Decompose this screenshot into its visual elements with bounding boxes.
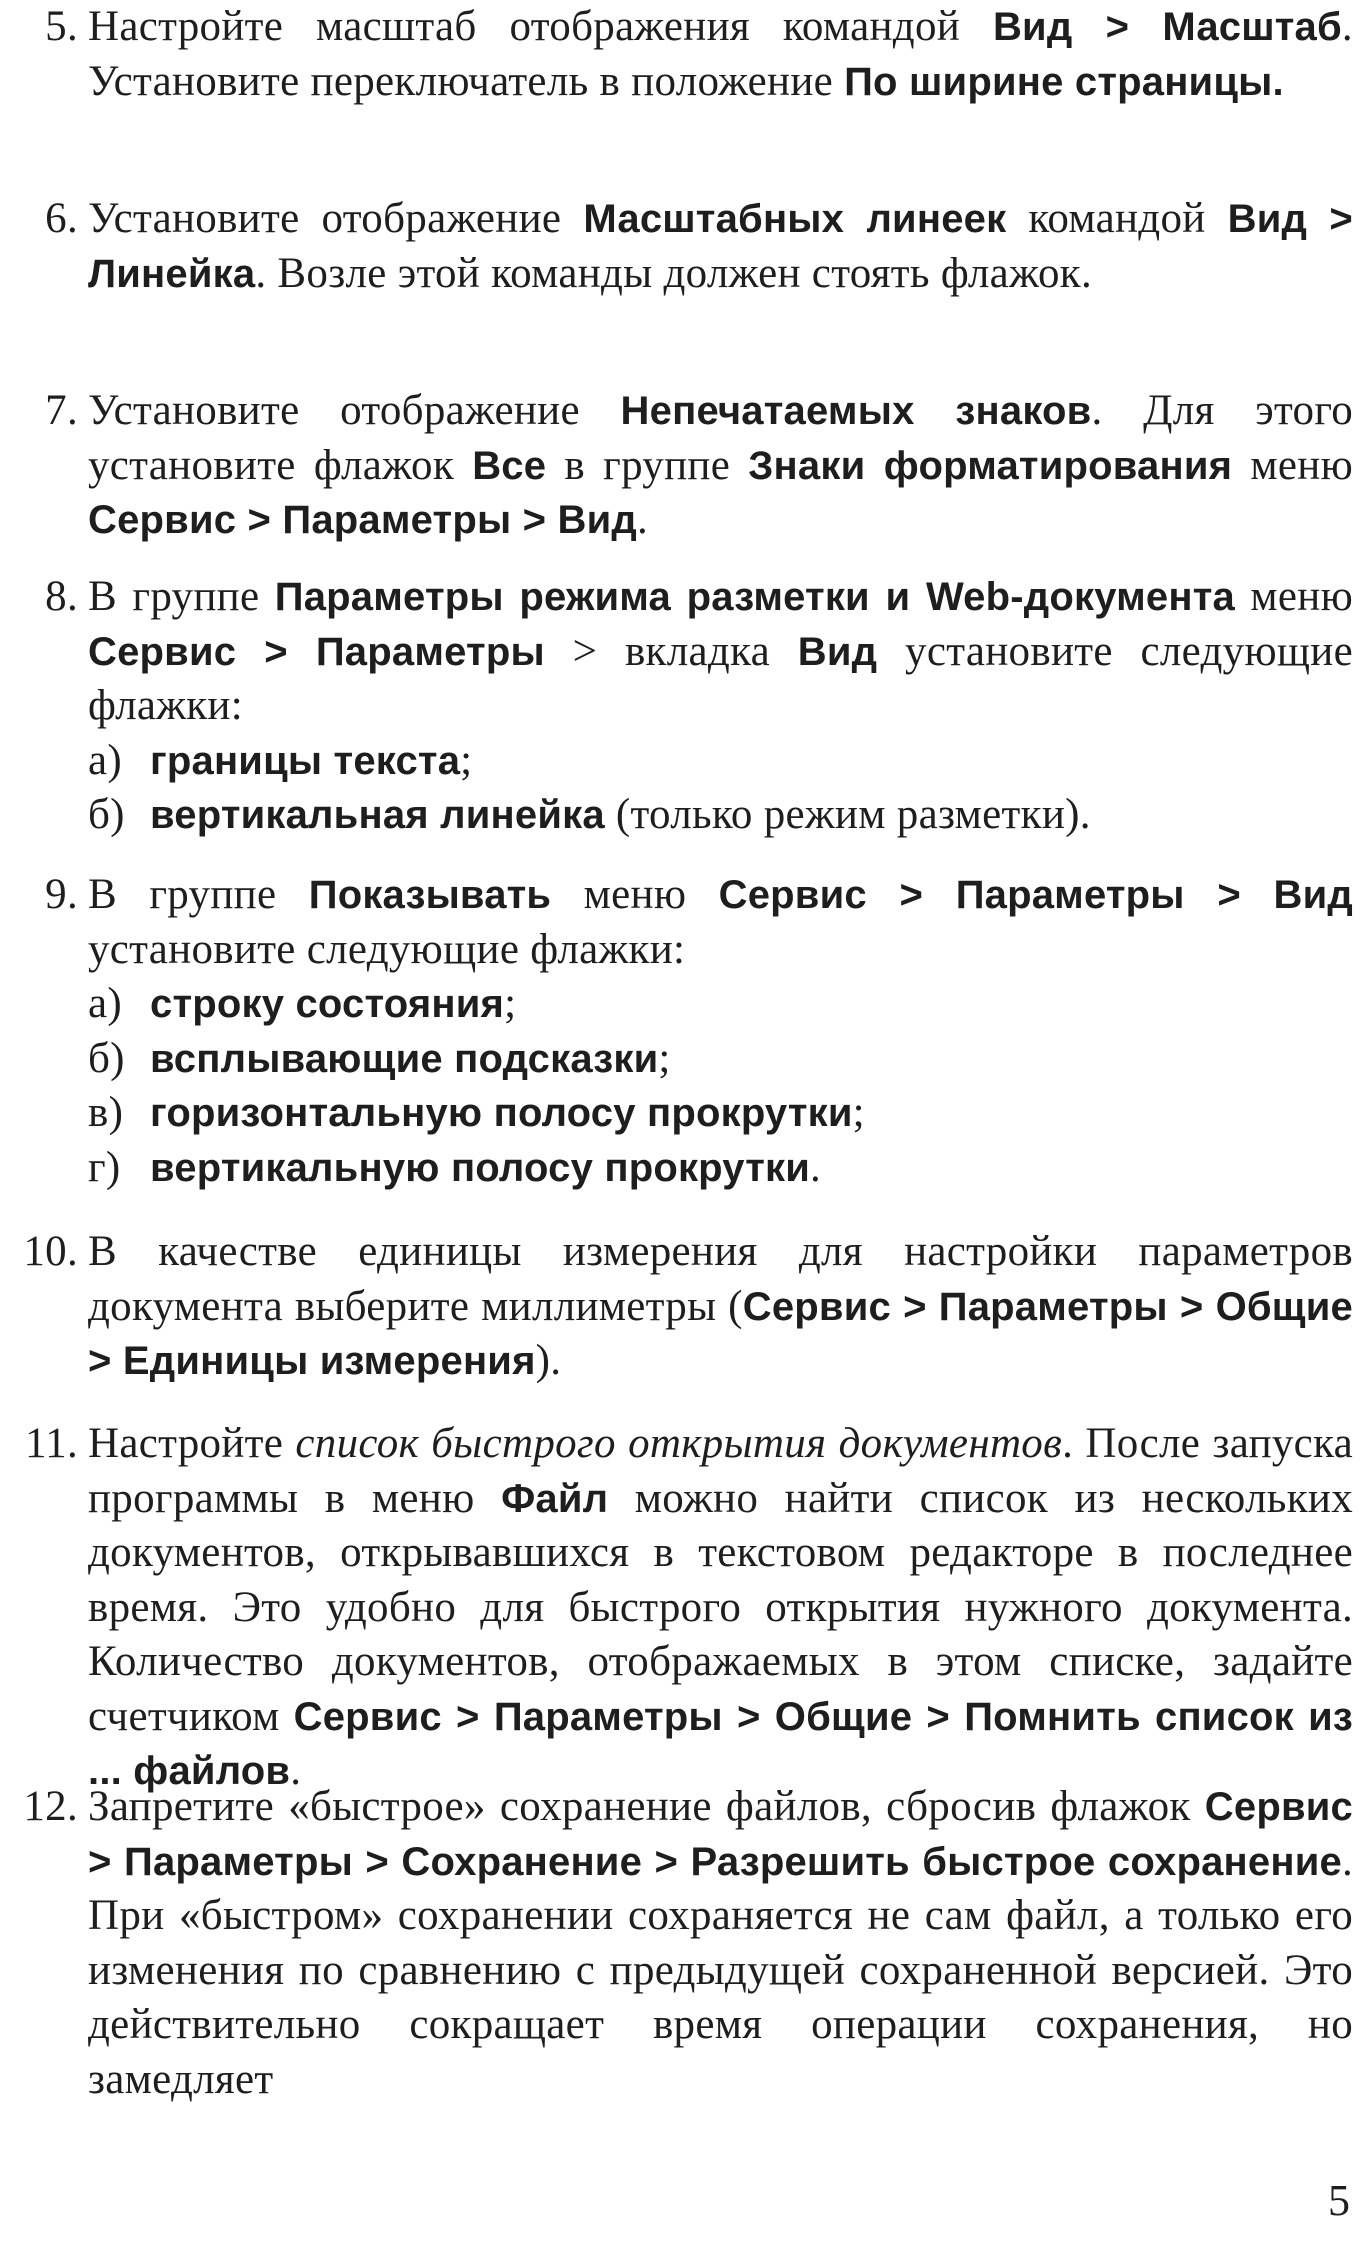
item-text [88, 570, 1353, 734]
list-item-6 [45, 192, 1353, 301]
text-run: . После запуска программы в меню [88, 1420, 1353, 1522]
sub-item-marker: а) [88, 736, 123, 784]
text-run: . Для этого установите флажок [88, 387, 1354, 489]
text-run: . При «быстром» сохранении сохраняется не сам файл, а только его изменения по сравнению с предыдущей сохраненной версией. Это действительно сокращает время операции сохранения, но замедляет [88, 1837, 1353, 2103]
item-text [88, 0, 1353, 109]
sub-list-item [88, 977, 1353, 1032]
list-item-5 [45, 0, 1353, 109]
list-item-7 [45, 384, 1354, 548]
text-run: меню [551, 871, 719, 918]
text-run: Запретите «быстрое» сохранение файлов, сбросив флажок [88, 1783, 1205, 1830]
text-run: . [290, 1747, 302, 1794]
item-number: 9. [45, 871, 78, 918]
bold-text: Масштабных линеек [583, 197, 1007, 241]
text-run: . Установите переключатель в положение [88, 3, 1353, 105]
item-text [88, 384, 1353, 548]
sub-item-marker: б) [88, 1034, 125, 1082]
bold-text: Знаки форматирования [748, 443, 1233, 488]
text-run: командой [1006, 195, 1228, 242]
sub-list-item [88, 1086, 1353, 1141]
bold-text: границы текста [150, 738, 461, 783]
sub-list-item [88, 734, 1353, 789]
bold-text: Сервис > Параметры > Вид [88, 498, 637, 542]
sub-item-marker: г) [88, 1143, 121, 1191]
text-run: ; [852, 1089, 865, 1136]
bold-text: Вид > Линейка [88, 197, 1353, 296]
item-text [88, 192, 1353, 301]
item-text [88, 1225, 1353, 1389]
text-run: установите следующие флажки: [88, 627, 1353, 729]
text-run: В качестве единицы измерения для настройки параметров документа выберите миллиметры ( [88, 1228, 1353, 1330]
item-text [88, 1417, 1353, 1799]
sub-list-item [88, 1141, 1353, 1196]
italic-text: список быстрого открытия документов [295, 1420, 1063, 1467]
sub-item-marker: а) [88, 980, 123, 1027]
bold-text: Сервис > Параметры > Сохранение > Разрешить быстрое сохранение [88, 1785, 1353, 1884]
list-item-12 [23, 1780, 1353, 2107]
text-run: (только режим разметки). [604, 791, 1091, 838]
list-item-11 [24, 1417, 1353, 1799]
text-run: . [810, 1143, 822, 1191]
text-run: Установите отображение [88, 387, 621, 434]
text-run: ). [535, 1337, 562, 1384]
sub-list-item [88, 788, 1353, 843]
list-item-9 [45, 868, 1354, 1195]
bold-text: По ширине страницы. [844, 59, 1284, 104]
item-text [88, 1780, 1353, 2107]
bold-text: Файл [501, 1476, 609, 1521]
list-item-8 [45, 570, 1353, 843]
bold-text: Непечатаемых знаков [620, 389, 1092, 433]
text-run: . Возле этой команды должен стоять флажок. [255, 249, 1093, 297]
bold-text: вертикальная линейка [150, 793, 605, 837]
text-run: можно найти список из нескольких документов, открывавшихся в текстовом редакторе в последнее время. Это удобно для быстрого открытия нужного документа. Количество документов, отображаемых в этом списке, задайте счетчиком [88, 1474, 1353, 1740]
sub-item-marker: б) [88, 791, 125, 838]
text-run: ; [504, 980, 517, 1027]
bold-text: Показывать [308, 873, 552, 917]
text-run: ; [460, 736, 473, 784]
text-run: в группе [546, 441, 749, 489]
item-number: 7. [45, 387, 78, 434]
text-run: В группе [88, 573, 275, 620]
bold-text: Сервис > Параметры [88, 629, 545, 674]
sub-item-marker: в) [88, 1089, 124, 1136]
item-text [88, 868, 1353, 977]
sub-list-item [88, 1032, 1353, 1087]
bold-text: Вид [797, 629, 878, 674]
bold-text: вертикальную полосу прокрутки [150, 1145, 811, 1190]
bold-text: Параметры режима разметки и Web-документа [274, 575, 1235, 619]
bold-text: строку состояния [150, 982, 505, 1026]
item-number: 8. [45, 573, 78, 620]
item-number: 5. [45, 3, 78, 50]
text-run: Настройте масштаб отображения командой [88, 3, 993, 50]
item-number: 6. [45, 195, 78, 242]
item-number: 12. [23, 1783, 78, 1830]
bold-text: Сервис > Параметры > Общие > Единицы измерения [88, 1284, 1353, 1383]
bold-text: Сервис > Параметры > Вид [718, 873, 1354, 917]
page-number: 5 [1328, 2176, 1350, 2225]
text-run: меню [1234, 573, 1353, 620]
item-number: 11. [24, 1420, 78, 1467]
text-run: > вкладка [544, 627, 798, 675]
text-run: ; [658, 1034, 671, 1082]
bold-text: всплывающие подсказки [150, 1036, 659, 1081]
bold-text: Сервис > Параметры > Общие > Помнить список из ... файлов [88, 1694, 1353, 1793]
bold-text: горизонтальную полосу прокрутки [150, 1091, 853, 1135]
text-run: В группе [88, 871, 309, 918]
text-run: меню [1232, 441, 1353, 489]
list-item-10 [23, 1225, 1353, 1389]
text-run: . [637, 496, 649, 543]
text-run: установите следующие флажки: [88, 925, 686, 973]
text-run: Настройте [88, 1420, 296, 1467]
bold-text: Вид > Масштаб [992, 5, 1342, 49]
bold-text: Все [472, 443, 547, 488]
item-number: 10. [23, 1228, 78, 1275]
text-run: Установите отображение [88, 195, 584, 242]
